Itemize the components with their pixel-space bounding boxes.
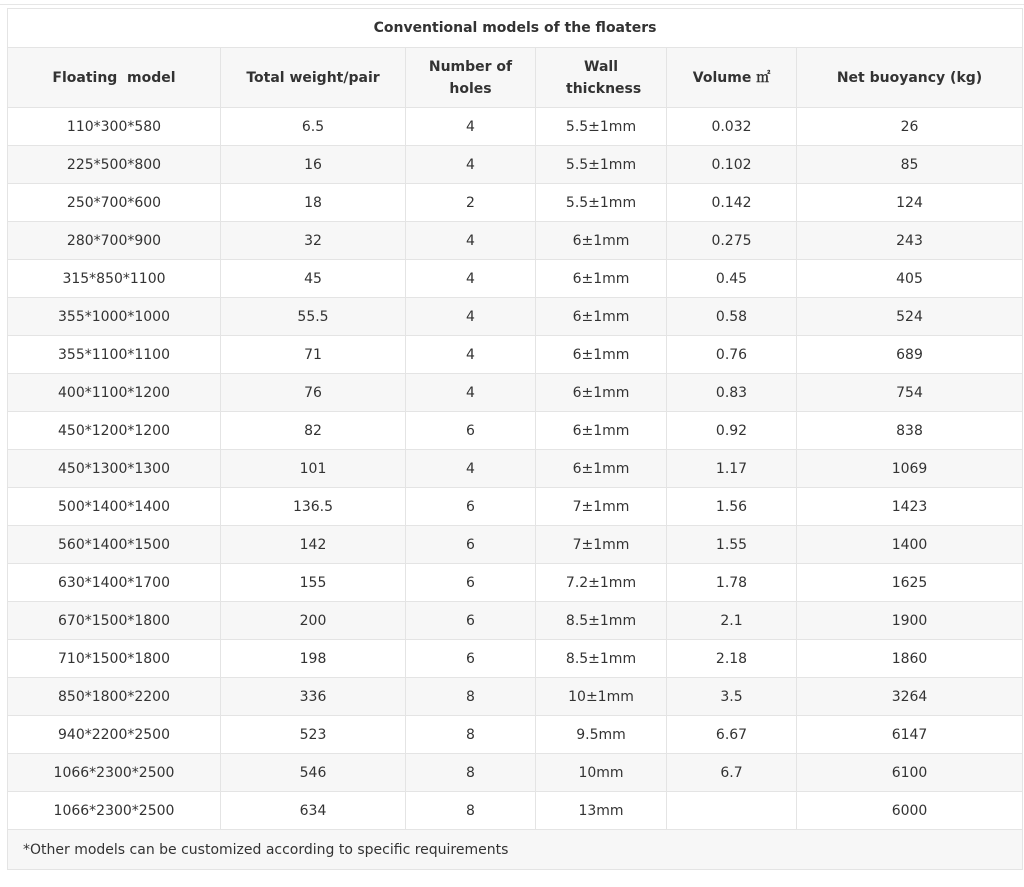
header-floating-model: Floating model xyxy=(8,48,221,108)
cell-wall-thickness: 13mm xyxy=(536,792,667,830)
cell-floating-model: 250*700*600 xyxy=(8,184,221,222)
header-number-of-holes: Number of holes xyxy=(406,48,536,108)
table-row xyxy=(8,754,1023,792)
cell-floating-model: 225*500*800 xyxy=(8,146,221,184)
table-row xyxy=(8,146,1023,184)
cell-volume: 3.5 xyxy=(667,678,797,716)
table-row xyxy=(8,374,1023,412)
cell-wall-thickness: 8.5±1mm xyxy=(536,640,667,678)
cell-number-of-holes: 2 xyxy=(406,184,536,222)
cell-volume: 0.83 xyxy=(667,374,797,412)
cell-net-buoyancy: 689 xyxy=(797,336,1023,374)
cell-volume: 1.17 xyxy=(667,450,797,488)
cell-wall-thickness: 6±1mm xyxy=(536,260,667,298)
cell-number-of-holes: 4 xyxy=(406,108,536,146)
cell-total-weight: 200 xyxy=(221,602,406,640)
table-row xyxy=(8,716,1023,754)
cell-net-buoyancy: 838 xyxy=(797,412,1023,450)
cell-volume: 2.1 xyxy=(667,602,797,640)
cell-wall-thickness: 8.5±1mm xyxy=(536,602,667,640)
table-note-row xyxy=(8,830,1023,870)
cell-net-buoyancy: 405 xyxy=(797,260,1023,298)
cell-net-buoyancy: 1900 xyxy=(797,602,1023,640)
cell-floating-model: 560*1400*1500 xyxy=(8,526,221,564)
cell-number-of-holes: 8 xyxy=(406,754,536,792)
table-row xyxy=(8,488,1023,526)
cell-net-buoyancy: 1423 xyxy=(797,488,1023,526)
cell-total-weight: 634 xyxy=(221,792,406,830)
cell-net-buoyancy: 6000 xyxy=(797,792,1023,830)
cell-volume: 6.67 xyxy=(667,716,797,754)
cell-total-weight: 136.5 xyxy=(221,488,406,526)
cell-floating-model: 1066*2300*2500 xyxy=(8,792,221,830)
cell-floating-model: 630*1400*1700 xyxy=(8,564,221,602)
cell-volume: 0.032 xyxy=(667,108,797,146)
table-row xyxy=(8,678,1023,716)
cell-floating-model: 1066*2300*2500 xyxy=(8,754,221,792)
header-net-buoyancy: Net buoyancy (kg) xyxy=(797,48,1023,108)
cell-floating-model: 670*1500*1800 xyxy=(8,602,221,640)
cell-floating-model: 110*300*580 xyxy=(8,108,221,146)
cell-volume: 0.102 xyxy=(667,146,797,184)
cell-number-of-holes: 4 xyxy=(406,222,536,260)
cell-net-buoyancy: 3264 xyxy=(797,678,1023,716)
header-total-weight: Total weight/pair xyxy=(221,48,406,108)
cell-total-weight: 82 xyxy=(221,412,406,450)
cell-wall-thickness: 7.2±1mm xyxy=(536,564,667,602)
cell-number-of-holes: 6 xyxy=(406,640,536,678)
cell-volume: 1.55 xyxy=(667,526,797,564)
floaters-table xyxy=(7,8,1023,870)
cell-wall-thickness: 10±1mm xyxy=(536,678,667,716)
cell-number-of-holes: 6 xyxy=(406,412,536,450)
top-divider xyxy=(0,4,1024,5)
cell-net-buoyancy: 124 xyxy=(797,184,1023,222)
table-row xyxy=(8,298,1023,336)
cell-total-weight: 523 xyxy=(221,716,406,754)
table-row xyxy=(8,222,1023,260)
cell-wall-thickness: 6±1mm xyxy=(536,336,667,374)
table-row xyxy=(8,450,1023,488)
cell-volume: 0.142 xyxy=(667,184,797,222)
cell-number-of-holes: 8 xyxy=(406,716,536,754)
table-row xyxy=(8,260,1023,298)
cell-net-buoyancy: 1069 xyxy=(797,450,1023,488)
cell-total-weight: 6.5 xyxy=(221,108,406,146)
table-row xyxy=(8,526,1023,564)
cell-number-of-holes: 4 xyxy=(406,260,536,298)
cell-total-weight: 76 xyxy=(221,374,406,412)
table-title: Conventional models of the floaters xyxy=(8,9,1023,48)
cell-net-buoyancy: 85 xyxy=(797,146,1023,184)
table-row xyxy=(8,792,1023,830)
cell-floating-model: 940*2200*2500 xyxy=(8,716,221,754)
cell-floating-model: 400*1100*1200 xyxy=(8,374,221,412)
cell-wall-thickness: 7±1mm xyxy=(536,526,667,564)
cell-net-buoyancy: 1860 xyxy=(797,640,1023,678)
cell-number-of-holes: 8 xyxy=(406,678,536,716)
cell-total-weight: 16 xyxy=(221,146,406,184)
table-note: *Other models can be customized according to specific requirements xyxy=(8,830,1023,870)
cell-total-weight: 198 xyxy=(221,640,406,678)
cell-net-buoyancy: 754 xyxy=(797,374,1023,412)
table-row xyxy=(8,412,1023,450)
cell-net-buoyancy: 1625 xyxy=(797,564,1023,602)
cell-floating-model: 280*700*900 xyxy=(8,222,221,260)
cell-volume: 0.45 xyxy=(667,260,797,298)
cell-total-weight: 71 xyxy=(221,336,406,374)
table-row xyxy=(8,336,1023,374)
cell-volume: 2.18 xyxy=(667,640,797,678)
cell-volume: 0.275 xyxy=(667,222,797,260)
cell-total-weight: 336 xyxy=(221,678,406,716)
cell-total-weight: 155 xyxy=(221,564,406,602)
cell-total-weight: 546 xyxy=(221,754,406,792)
cell-net-buoyancy: 26 xyxy=(797,108,1023,146)
cell-number-of-holes: 4 xyxy=(406,374,536,412)
cell-net-buoyancy: 524 xyxy=(797,298,1023,336)
cell-wall-thickness: 9.5mm xyxy=(536,716,667,754)
cell-total-weight: 101 xyxy=(221,450,406,488)
cell-wall-thickness: 6±1mm xyxy=(536,374,667,412)
cell-number-of-holes: 4 xyxy=(406,336,536,374)
cell-wall-thickness: 5.5±1mm xyxy=(536,184,667,222)
table-header-row xyxy=(8,48,1023,108)
cell-floating-model: 450*1300*1300 xyxy=(8,450,221,488)
cell-floating-model: 315*850*1100 xyxy=(8,260,221,298)
cell-floating-model: 450*1200*1200 xyxy=(8,412,221,450)
header-wall-thickness: Wall thickness xyxy=(536,48,667,108)
cell-net-buoyancy: 6100 xyxy=(797,754,1023,792)
cell-volume xyxy=(667,792,797,830)
cell-total-weight: 55.5 xyxy=(221,298,406,336)
cell-wall-thickness: 6±1mm xyxy=(536,412,667,450)
header-volume: Volume ㎡ xyxy=(667,48,797,108)
cell-total-weight: 18 xyxy=(221,184,406,222)
cell-wall-thickness: 5.5±1mm xyxy=(536,146,667,184)
cell-floating-model: 355*1000*1000 xyxy=(8,298,221,336)
cell-floating-model: 710*1500*1800 xyxy=(8,640,221,678)
cell-wall-thickness: 6±1mm xyxy=(536,298,667,336)
cell-net-buoyancy: 1400 xyxy=(797,526,1023,564)
cell-number-of-holes: 6 xyxy=(406,564,536,602)
table-row xyxy=(8,602,1023,640)
cell-total-weight: 142 xyxy=(221,526,406,564)
table-title-row xyxy=(8,9,1023,48)
cell-number-of-holes: 4 xyxy=(406,450,536,488)
cell-wall-thickness: 10mm xyxy=(536,754,667,792)
cell-volume: 6.7 xyxy=(667,754,797,792)
cell-number-of-holes: 6 xyxy=(406,488,536,526)
cell-volume: 0.92 xyxy=(667,412,797,450)
cell-volume: 0.58 xyxy=(667,298,797,336)
cell-number-of-holes: 6 xyxy=(406,526,536,564)
cell-number-of-holes: 4 xyxy=(406,298,536,336)
cell-number-of-holes: 4 xyxy=(406,146,536,184)
cell-number-of-holes: 6 xyxy=(406,602,536,640)
cell-floating-model: 355*1100*1100 xyxy=(8,336,221,374)
cell-wall-thickness: 5.5±1mm xyxy=(536,108,667,146)
cell-volume: 1.56 xyxy=(667,488,797,526)
cell-volume: 0.76 xyxy=(667,336,797,374)
cell-floating-model: 500*1400*1400 xyxy=(8,488,221,526)
cell-wall-thickness: 7±1mm xyxy=(536,488,667,526)
cell-net-buoyancy: 243 xyxy=(797,222,1023,260)
cell-number-of-holes: 8 xyxy=(406,792,536,830)
cell-volume: 1.78 xyxy=(667,564,797,602)
cell-total-weight: 45 xyxy=(221,260,406,298)
table-row xyxy=(8,108,1023,146)
table-row xyxy=(8,564,1023,602)
cell-floating-model: 850*1800*2200 xyxy=(8,678,221,716)
cell-total-weight: 32 xyxy=(221,222,406,260)
table-row xyxy=(8,640,1023,678)
table-row xyxy=(8,184,1023,222)
cell-wall-thickness: 6±1mm xyxy=(536,450,667,488)
cell-net-buoyancy: 6147 xyxy=(797,716,1023,754)
cell-wall-thickness: 6±1mm xyxy=(536,222,667,260)
